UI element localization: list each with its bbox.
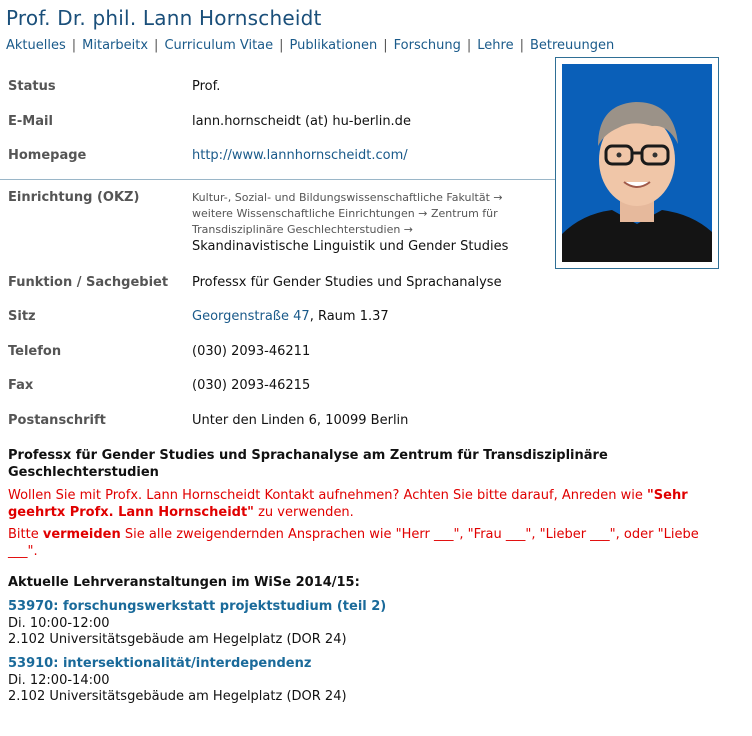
notice1-bold: "Sehr geehrtx Profx. Lann Hornscheidt": [8, 488, 688, 520]
courses-title: Aktuelle Lehrveranstaltungen im WiSe 2014/15:: [8, 575, 360, 590]
sitz-link[interactable]: Georgenstraße 47: [192, 309, 310, 324]
course-link[interactable]: 53970: forschungswerkstatt projektstudium (teil 2): [8, 599, 387, 614]
nav-aktuelles[interactable]: Aktuelles: [6, 38, 66, 53]
profile-photo: [555, 57, 719, 269]
nav-separator: |: [154, 38, 159, 53]
nav-separator: |: [519, 38, 524, 53]
nav-separator: |: [279, 38, 284, 53]
course-time: Di. 10:00-12:00: [8, 616, 110, 631]
status-label: Status: [8, 79, 56, 94]
status-value: Prof.: [192, 79, 221, 94]
nav-lehre[interactable]: Lehre: [477, 38, 514, 53]
okz-label: Einrichtung (OKZ): [8, 190, 140, 205]
nav-betreuungen[interactable]: Betreuungen: [529, 38, 615, 53]
nav-separator: |: [71, 38, 77, 53]
postanschrift-value: Unter den Linden 6, 10099 Berlin: [192, 413, 409, 428]
description-title: Professx für Gender Studies und Sprachanalyse am Zentrum für Transdisziplinäre Geschlechterstudien: [8, 448, 608, 480]
portrait-image: [562, 64, 712, 262]
fax-value: (030) 2093-46215: [192, 378, 311, 393]
fax-label: Fax: [8, 378, 34, 393]
homepage-link[interactable]: http://www.lannhornscheidt.com/: [192, 148, 408, 163]
avoid-notice: [8, 526, 728, 560]
course-item: [8, 599, 386, 648]
nav-mitarbeitx[interactable]: Mitarbeitx: [82, 38, 149, 53]
main-nav: [6, 38, 614, 53]
telefon-label: Telefon: [8, 344, 62, 359]
email-label: E-Mail: [8, 114, 53, 129]
okz-path: Kultur-, Sozial- und Bildungswissenschaftliche Fakultät → weitere Wissenschaftliche Einrichtungen → Zentrum für Transdisziplinäre Geschlechterstudien →: [192, 191, 503, 236]
nav-curriculum-vitae[interactable]: Curriculum Vitae: [164, 38, 274, 53]
course-room: 2.102 Universitätsgebäude am Hegelplatz (DOR 24): [8, 632, 347, 647]
course-room: 2.102 Universitätsgebäude am Hegelplatz (DOR 24): [8, 689, 347, 704]
notice1-post: zu verwenden.: [253, 505, 354, 520]
notice2-bold: vermeiden: [42, 527, 121, 542]
nav-publikationen[interactable]: Publikationen: [289, 38, 378, 53]
page-title: Prof. Dr. phil. Lann Hornscheidt: [6, 6, 322, 30]
contact-notice: [8, 487, 728, 521]
course-link[interactable]: 53910: intersektionalität/interdependenz: [8, 656, 312, 671]
nav-separator: |: [466, 38, 472, 53]
funktion-value: Professx für Gender Studies und Sprachanalyse: [192, 275, 502, 290]
notice2-post: Sie alle zweigendernden Ansprachen wie "Herr ___", "Frau ___", "Lieber ___", oder "Liebe ___".: [8, 527, 699, 559]
homepage-label: Homepage: [8, 148, 87, 163]
email-value: lann.hornscheidt (at) hu-berlin.de: [192, 114, 411, 129]
notice2-pre: Bitte: [8, 527, 43, 542]
course-item: [8, 656, 347, 705]
course-time: Di. 12:00-14:00: [8, 673, 110, 688]
nav-forschung[interactable]: Forschung: [393, 38, 461, 53]
sitz-room: , Raum 1.37: [309, 309, 389, 324]
nav-separator: |: [383, 38, 388, 53]
sitz-label: Sitz: [8, 309, 36, 324]
postanschrift-label: Postanschrift: [8, 413, 106, 428]
section-divider: [0, 179, 555, 180]
funktion-label: Funktion / Sachgebiet: [8, 275, 169, 290]
okz-main: Skandinavistische Linguistik und Gender Studies: [192, 239, 509, 254]
notice1-pre: Wollen Sie mit Profx. Lann Hornscheidt Kontakt aufnehmen? Achten Sie bitte darauf, Anreden wie: [8, 488, 648, 503]
telefon-value: (030) 2093-46211: [192, 344, 311, 359]
